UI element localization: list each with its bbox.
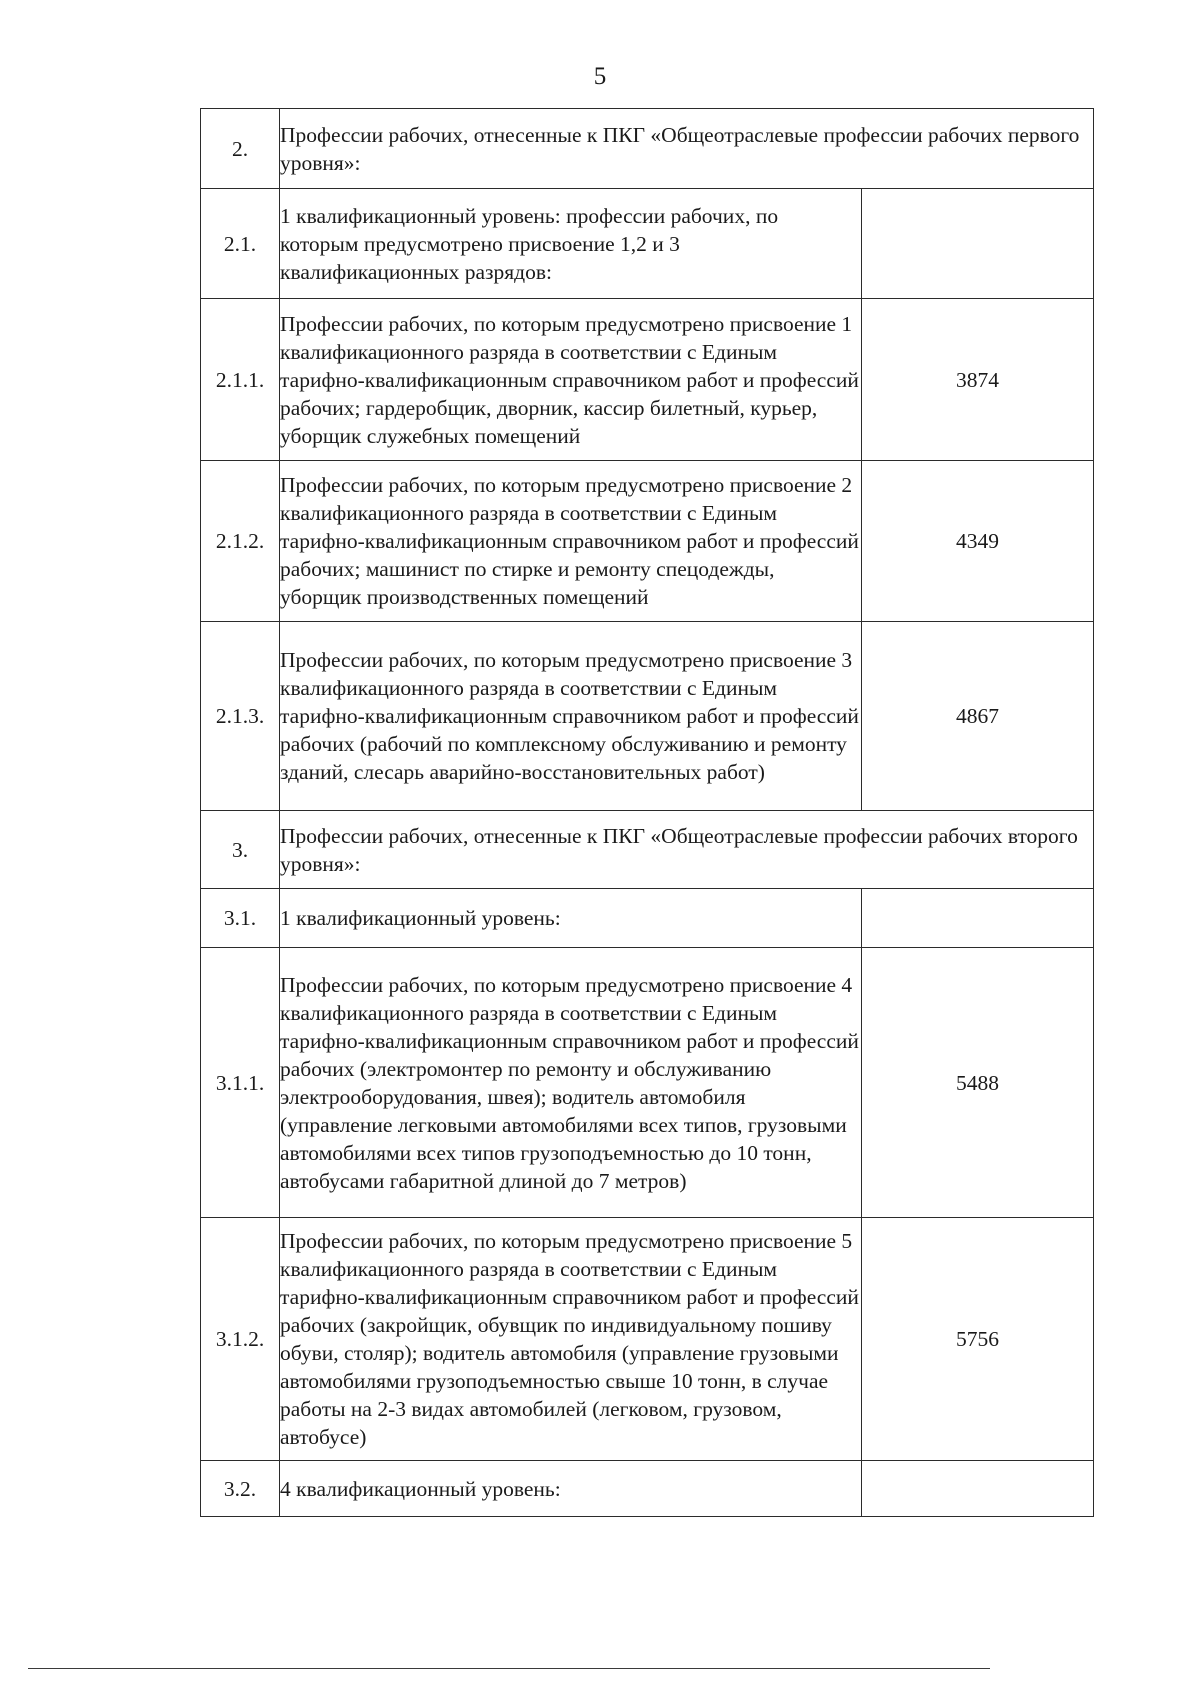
row-description: Профессии рабочих, по которым предусмотрено присвоение 4 квалификационного разряда в соответствии с Единым тарифно-квалификационным справочником работ и профессий рабочих (электромонтер по ремонту и обслуживанию электрооборудования, швея); водитель автомобиля (управление легковыми автомобилями всех типов, грузовыми автомобилями всех типов грузоподъемностью до 10 тонн, автобусами габаритной длиной до 7 метров): [280, 948, 862, 1218]
row-number: 3.1.: [201, 889, 280, 948]
row-salary: [862, 1461, 1094, 1517]
row-description: Профессии рабочих, отнесенные к ПКГ «Общеотраслевые профессии рабочих первого уровня»:: [280, 109, 1094, 189]
row-salary: 5488: [862, 948, 1094, 1218]
table-row: [201, 948, 1094, 1218]
row-description: Профессии рабочих, по которым предусмотрено присвоение 2 квалификационного разряда в соответствии с Единым тарифно-квалификационным справочником работ и профессий рабочих; машинист по стирке и ремонту спецодежды, уборщик производственных помещений: [280, 461, 862, 622]
row-description: Профессии рабочих, отнесенные к ПКГ «Общеотраслевые профессии рабочих второго уровня»:: [280, 811, 1094, 889]
table-row: [201, 1461, 1094, 1517]
row-number: 3.2.: [201, 1461, 280, 1517]
row-number: 3.1.2.: [201, 1218, 280, 1461]
bottom-rule: [28, 1668, 990, 1669]
row-number: 3.: [201, 811, 280, 889]
table-row: [201, 189, 1094, 299]
row-description: 1 квалификационный уровень:: [280, 889, 862, 948]
table-row: [201, 109, 1094, 189]
row-description: Профессии рабочих, по которым предусмотрено присвоение 1 квалификационного разряда в соответствии с Единым тарифно-квалификационным справочником работ и профессий рабочих; гардеробщик, дворник, кассир билетный, курьер, уборщик служебных помещений: [280, 299, 862, 461]
row-description: 1 квалификационный уровень: профессии рабочих, по которым предусмотрено присвоение 1,2 и 3 квалификационных разрядов:: [280, 189, 862, 299]
row-number: 2.1.3.: [201, 622, 280, 811]
table-row: [201, 622, 1094, 811]
table-row: [201, 299, 1094, 461]
page-number: 5: [593, 63, 607, 90]
row-number: 2.: [201, 109, 280, 189]
row-salary: 4867: [862, 622, 1094, 811]
row-salary: 5756: [862, 1218, 1094, 1461]
row-number: 3.1.1.: [201, 948, 280, 1218]
row-number: 2.1.: [201, 189, 280, 299]
row-salary: 4349: [862, 461, 1094, 622]
table-row: [201, 811, 1094, 889]
row-description: Профессии рабочих, по которым предусмотрено присвоение 5 квалификационного разряда в соответствии с Единым тарифно-квалификационным справочником работ и профессий рабочих (закройщик, обувщик по индивидуальному пошиву обуви, столяр); водитель автомобиля (управление грузовыми автомобилями грузоподъемностью свыше 10 тонн, в случае работы на 2-3 видах автомобилей (легковом, грузовом, автобусе): [280, 1218, 862, 1461]
salary-table: [200, 108, 1094, 1517]
row-description: 4 квалификационный уровень:: [280, 1461, 862, 1517]
row-salary: [862, 189, 1094, 299]
row-number: 2.1.1.: [201, 299, 280, 461]
table-row: [201, 1218, 1094, 1461]
row-number: 2.1.2.: [201, 461, 280, 622]
row-description: Профессии рабочих, по которым предусмотрено присвоение 3 квалификационного разряда в соответствии с Единым тарифно-квалификационным справочником работ и профессий рабочих (рабочий по комплексному обслуживанию и ремонту зданий, слесарь аварийно-восстановительных работ): [280, 622, 862, 811]
row-salary: [862, 889, 1094, 948]
table-row: [201, 461, 1094, 622]
row-salary: 3874: [862, 299, 1094, 461]
table-row: [201, 889, 1094, 948]
